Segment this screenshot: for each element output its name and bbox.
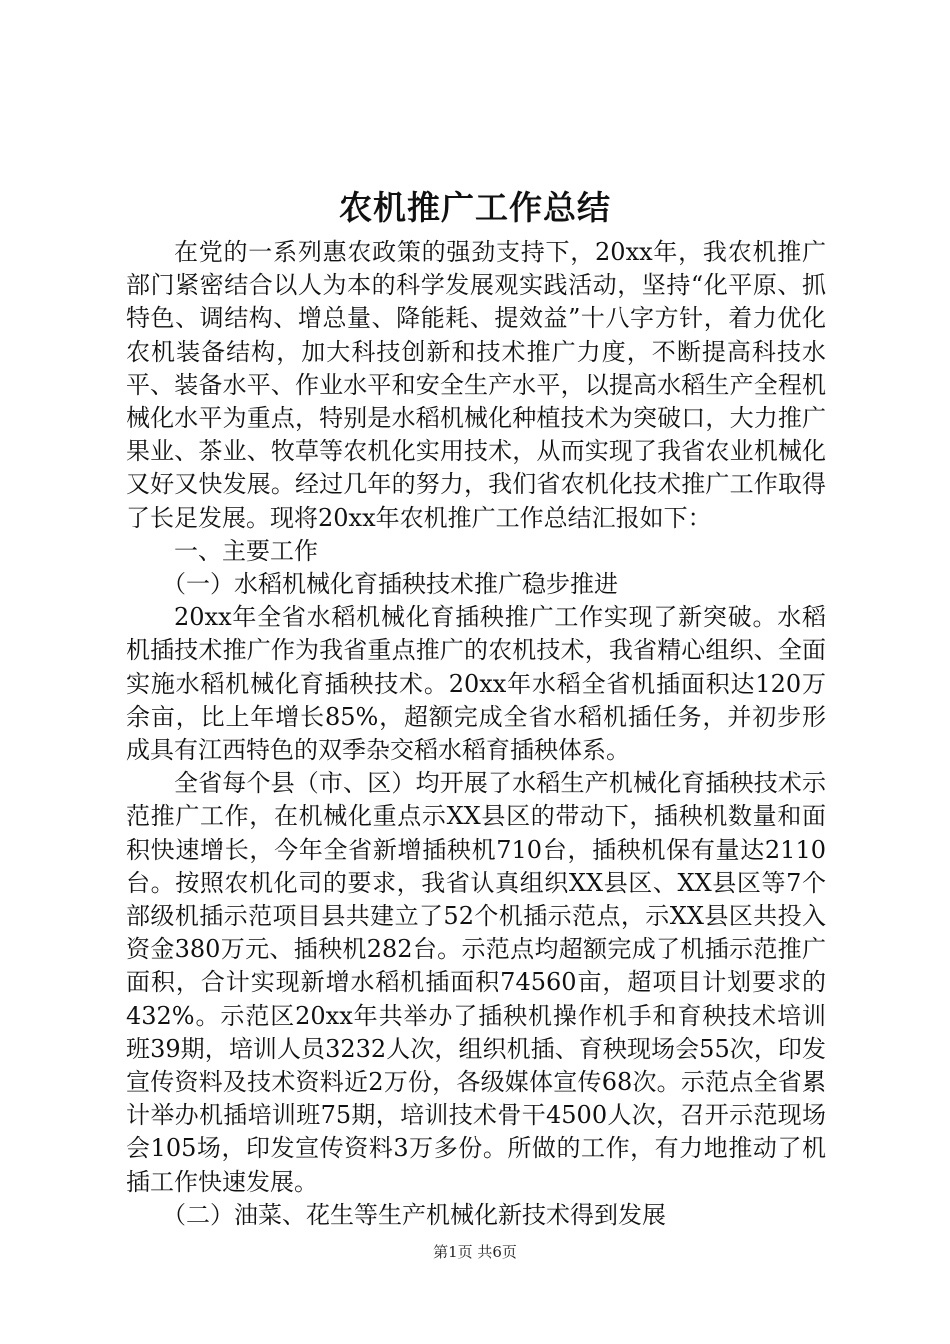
document-body — [126, 236, 826, 1232]
page-footer: 第1页 共6页 — [433, 1243, 517, 1261]
document-title: 农机推广工作总结 — [339, 188, 611, 227]
section-heading-main-work: 一、主要工作 — [174, 536, 318, 565]
subsection-heading-rice-transplanting: （一）水稻机械化育插秧技术推广稳步推进 — [162, 570, 618, 599]
paragraph-rice-breakthrough: 20xx年全省水稻机械化育插秧推广工作实现了新突破。水稻机插技术推广作为我省重点推广的农机技术，我省精心组织、全面实施水稻机械化育插秧技术。20xx年水稻全省机插面积达120万余亩，比上年增长85%，超额完成全省水稻机插任务，并初步形成具有江西特色的双季杂交稻水稻育插秧体系。 — [126, 603, 826, 765]
paragraph-demonstration: 全省每个县（市、区）均开展了水稻生产机械化育插秧技术示范推广工作，在机械化重点示XX县区的带动下，插秧机数量和面积快速增长，今年全省新增插秧机710台，插秧机保有量达2110台。按照农机化司的要求，我省认真组织XX县区、XX县区等7个部级机插示范项目县共建立了52个机插示范点，示XX县区共投入资金380万元、插秧机282台。示范点均超额完成了机插示范推广面积，合计实现新增水稻机插面积74560亩，超项目计划要求的432%。示范区20xx年共举办了插秧机操作机手和育秧技术培训班39期，培训人员3232人次，组织机插、育秧现场会55次，印发宣传资料及技术资料近2万份，各级媒体宣传68次。示范点全省累计举办机插培训班75期，培训技术骨干4500人次，召开示范现场会105场，印发宣传资料3万多份。所做的工作，有力地推动了机插工作快速发展。 — [126, 769, 826, 1196]
subsection-heading-rapeseed-peanut: （二）油菜、花生等生产机械化新技术得到发展 — [162, 1200, 666, 1229]
paragraph-intro: 在党的一系列惠农政策的强劲支持下，20xx年，我农机推广部门紧密结合以人为本的科学发展观实践活动，坚持“化平原、抓特色、调结构、增总量、降能耗、提效益”十八字方针，着力优化农机装备结构，加大科技创新和技术推广力度，不断提高科技水平、装备水平、作业水平和安全生产水平，以提高水稻生产全程机械化水平为重点，特别是水稻机械化种植技术为突破口，大力推广果业、茶业、牧草等农机化实用技术，从而实现了我省农业机械化又好又快发展。经过几年的努力，我们省农机化技术推广工作取得了长足发展。现将20xx年农机推广工作总结汇报如下： — [126, 238, 826, 532]
